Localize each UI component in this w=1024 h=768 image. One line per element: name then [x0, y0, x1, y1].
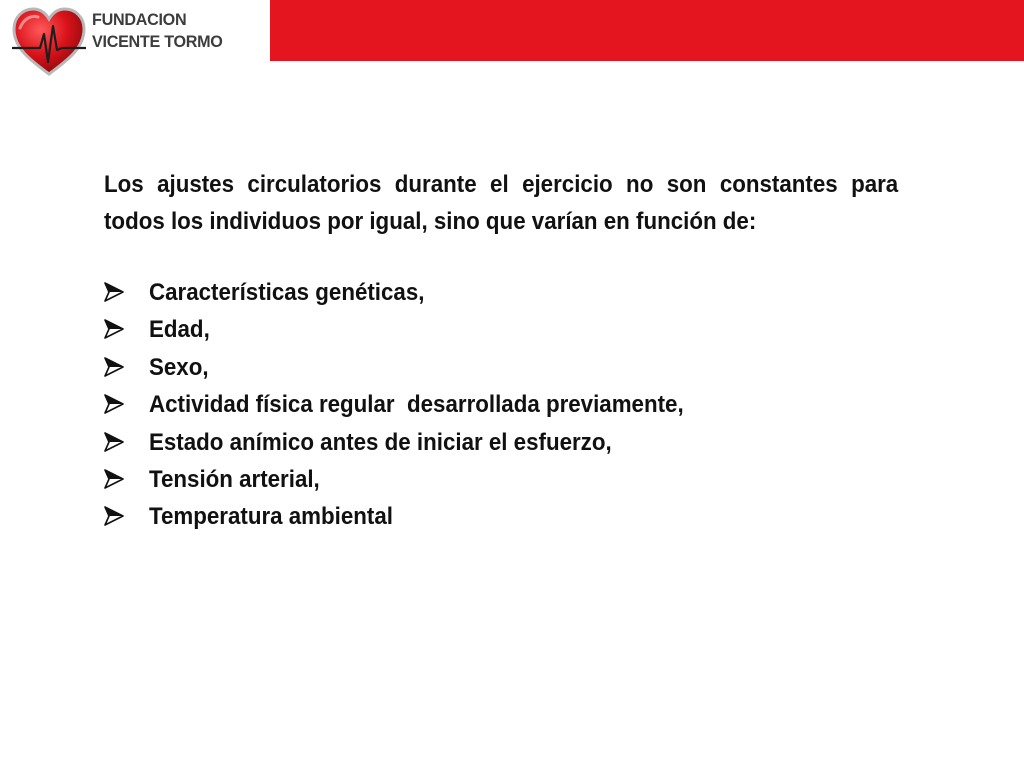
- list-item-label: Actividad física regular desarrollada previamente,: [149, 391, 684, 419]
- arrow-bullet-icon: [104, 469, 124, 489]
- list-item-label: Estado anímico antes de iniciar el esfuerzo,: [149, 428, 612, 456]
- list-item-label: Tensión arterial,: [149, 465, 320, 493]
- arrow-bullet-icon: [104, 319, 124, 339]
- arrow-bullet-icon: [104, 506, 124, 526]
- list-item-label: Temperatura ambiental: [149, 503, 393, 531]
- arrow-bullet-icon: [104, 357, 124, 377]
- list-item-label: Características genéticas,: [149, 279, 425, 306]
- list-item: [104, 386, 898, 423]
- arrow-bullet-icon: [104, 432, 124, 452]
- list-item: [104, 274, 898, 311]
- factor-list: [104, 274, 898, 536]
- list-item: [104, 498, 898, 535]
- logo-line-2: VICENTE TORMO: [92, 32, 223, 51]
- logo: [0, 0, 262, 80]
- list-item-label: Edad,: [149, 316, 210, 344]
- slide-header: [0, 0, 1024, 80]
- slide-body: [104, 166, 898, 536]
- list-item: [104, 349, 898, 386]
- arrow-bullet-icon: [104, 394, 124, 414]
- heart-ecg-icon: [10, 6, 88, 78]
- intro-paragraph: Los ajustes circulatorios durante el ejercicio no son constantes para todos los individuos por igual, sino que varían en función de:: [104, 171, 899, 235]
- list-item: [104, 424, 898, 461]
- list-item: [104, 461, 898, 498]
- list-item-label: Sexo,: [149, 353, 209, 381]
- logo-line-1: FUNDACION: [92, 10, 187, 29]
- list-item: [104, 311, 898, 348]
- logo-wordmark: [92, 9, 223, 53]
- header-red-bar: [270, 0, 1024, 61]
- arrow-bullet-icon: [104, 282, 124, 302]
